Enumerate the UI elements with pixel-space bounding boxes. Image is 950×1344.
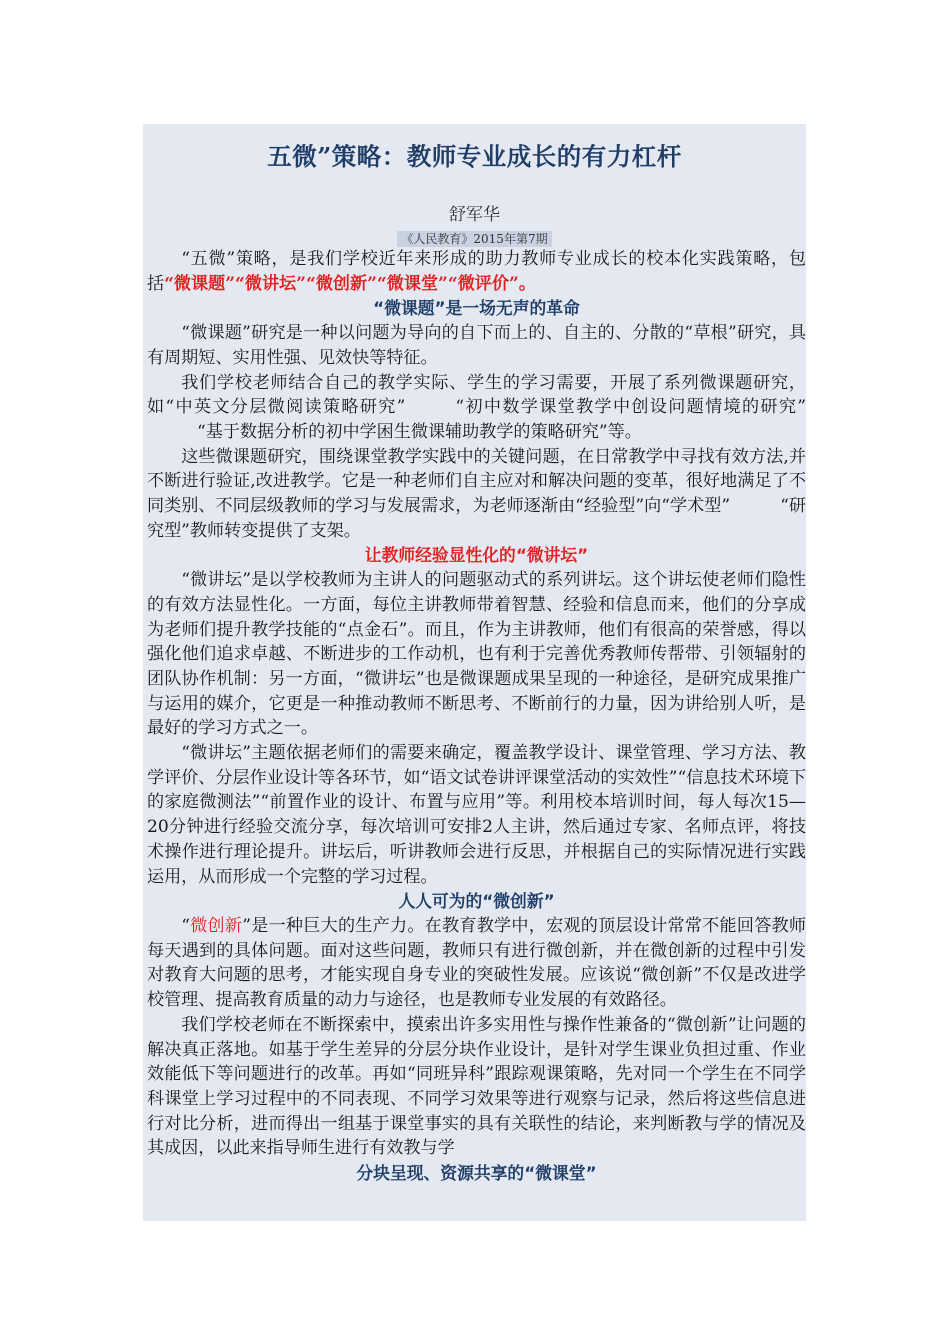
paragraph: “微讲坛”是以学校教师为主讲人的问题驱动式的系列讲坛。这个讲坛使老师们隐性的有效方法显性化。一方面，每位主讲教师带着智慧、经验和信息而来，他们的分享成为老师们提升教学技能的“点金石”。而且，作为主讲教师，他们有很高的荣誉感，得以强化他们追求卓越、不断进步的工作动机，也有利于完善优秀教师传帮带、引领辐射的团队协作机制：另一方面，“微讲坛”也是微课题成果呈现的一种途径，是研究成果推广与运用的媒介，它更是一种推动教师不断思考、不断前行的力量，因为讲给别人听，是最好的学习方式之一。 [147, 570, 806, 739]
article-source-wrap [143, 230, 806, 247]
paragraph-text: “初中数学课堂教学中创设问题情境的研究” [455, 397, 806, 418]
article-title: 五微”策略：教师专业成长的有力杠杆 [267, 142, 682, 171]
paragraph-text: “ [181, 915, 190, 936]
article-source[interactable]: 《人民教育》2015年第7期 [397, 231, 551, 247]
article-body [143, 247, 806, 1186]
paragraph [147, 445, 806, 544]
paragraph: 我们学校老师在不断探索中，摸索出许多实用性与操作性兼备的“微创新”让问题的解决真正落地。如基于学生差异的分层分块作业设计，是针对学生课业负担过重、作业效能低下等问题进行的改革。再如“同班异科”跟踪观课策略，先对同一个学生在不同学科课堂上学习过程中的不同表现、不同学习效果等进行观察与记录，然后将这些信息进行对比分析，进而得出一组基于课堂事实的具有关联性的结论，来判断教与学的情况及其成因，以此来指导师生进行有效教与学 [147, 1014, 806, 1159]
paragraph: “微讲坛”主题依据老师们的需要来确定，覆盖教学设计、课堂管理、学习方法、教学评价、分层作业设计等各环节，如“语文试卷讲评课堂活动的实效性”“信息技术环境下的家庭微测法”“前置作业的设计、布置与应用”等。利用校本培训时间，每人每次15—20分钟进行经验交流分享，每次培训可安排2人主讲，然后通过专家、名师点评，将技术操作进行理论提升。讲坛后，听讲教师会进行反思，并根据自己的实际情况进行实践运用，从而形成一个完整的学习过程。 [147, 743, 806, 887]
paragraph-text: ”是一种巨大的生产力。在教育教学中，宏观的顶层设计常常不能回答教师每天遇到的具体问题。面对这些问题，教师只有进行微创新，并在微创新的过程中引发对教育大问题的思考，才能实现自身专业的突破性发展。应该说“微创新”不仅是改进学校管理、提高教育质量的动力与途径，也是教师专业发展的有效路径。 [147, 915, 806, 1011]
intro-highlight: “微课题”“微讲坛”“微创新”“微课堂”“微评价”。 [164, 273, 536, 294]
highlight-term: 微创新 [189, 915, 243, 936]
section-heading-micro-forum: 让教师经验显性化的“微讲坛” [364, 545, 589, 566]
section-heading-micro-innovation: 人人可为的“微创新” [398, 891, 555, 912]
section-heading-micro-classroom: 分块呈现、资源共享的“微课堂” [356, 1163, 597, 1184]
article-block [143, 124, 806, 1221]
intro-text: “五微”策略，是我们学校近年来形成的助力教师专业成长的校本化实践策略，包括 [147, 249, 806, 294]
paragraph [147, 914, 806, 1013]
paragraph-text: “基于数据分析的初中学困生微课辅助教学的策略研究”等。 [197, 421, 642, 442]
paragraph-text: 我们学校老师结合自己的教学实际、学生的学习需要，开展了系列微课题研究，如“中英文分层微阅读策略研究” [147, 372, 806, 418]
paragraph: “微课题”研究是一种以问题为导向的自下而上的、自主的、分散的“草根”研究，具有周期短、实用性强、见效快等特征。 [147, 323, 806, 368]
paragraph-text: “研究型”教师转变提供了支架。 [147, 496, 806, 541]
intro-paragraph [147, 247, 806, 296]
paragraph-text: 这些微课题研究，围绕课堂教学实践中的关键问题，在日常教学中寻找有效方法,并不断进行验证,改进教学。它是一种老师们自主应对和解决问题的变革，很好地满足了不同类别、不同层级教师的学习与发展需求，为老师逐渐由“经验型”向“学术型” [147, 446, 806, 517]
article-author: 舒军华 [449, 205, 500, 225]
section-heading-micro-topic: “微课题”是一场无声的革命 [373, 298, 580, 319]
paragraph [147, 371, 806, 445]
